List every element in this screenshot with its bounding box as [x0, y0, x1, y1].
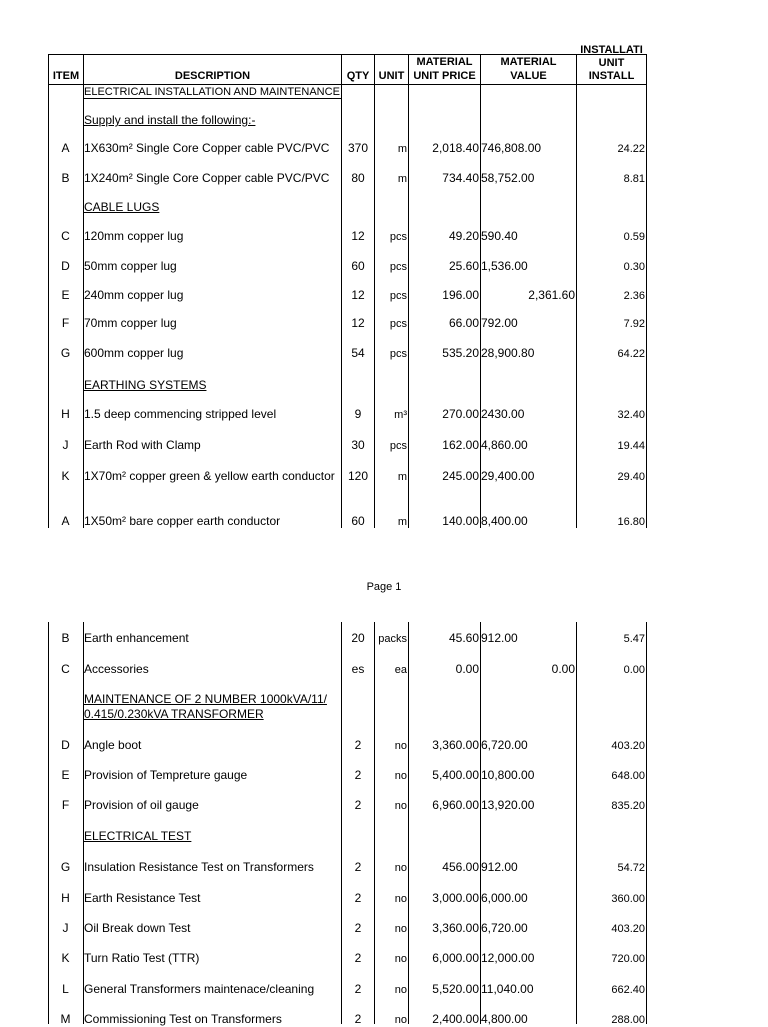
item-value: 4,800.00: [481, 1012, 528, 1026]
item-code: D: [61, 259, 70, 273]
item-value: 29,400.00: [481, 469, 535, 483]
item-value: 4,860.00: [481, 438, 528, 452]
item-qty: 30: [351, 438, 365, 452]
item-install: 16.80: [617, 516, 645, 528]
item-install: 720.00: [611, 953, 645, 965]
item-unit: no: [394, 984, 407, 996]
item-description: 1X630m² Single Core Copper cable PVC/PVC: [84, 141, 330, 155]
item-install: 19.44: [617, 440, 645, 452]
item-value: 11,040.00: [481, 982, 534, 996]
item-unit-price: 535.20: [442, 346, 479, 360]
item-install: 24.22: [617, 143, 645, 155]
item-unit: no: [394, 923, 407, 935]
item-value: 912.00: [481, 860, 518, 874]
item-qty: 2: [354, 951, 362, 965]
item-description: 240mm copper lug: [84, 288, 184, 302]
item-value: 8,400.00: [481, 514, 528, 528]
item-qty: 2: [354, 982, 362, 996]
item-code: C: [61, 229, 70, 243]
header-install-1: INSTALLATI: [580, 44, 643, 56]
item-unit: pcs: [389, 261, 407, 273]
header-install-3: INSTALL: [588, 70, 635, 82]
item-description: 120mm copper lug: [84, 229, 184, 243]
item-description: 70mm copper lug: [84, 316, 177, 330]
item-unit: no: [394, 800, 407, 812]
header-material-value-1: MATERIAL: [500, 56, 557, 68]
item-code: E: [61, 768, 70, 782]
item-install: 403.20: [611, 923, 645, 935]
item-qty: 20: [351, 631, 365, 645]
item-unit: no: [394, 953, 407, 965]
item-description: Provision of oil gauge: [84, 798, 199, 812]
item-description: 1X70m² copper green & yellow earth conductor: [84, 469, 335, 483]
page-number: Page 1: [366, 581, 402, 593]
item-description: 50mm copper lug: [84, 259, 177, 273]
item-qty: 2: [354, 798, 362, 812]
item-value: 6,000.00: [481, 891, 528, 905]
item-unit-price: 245.00: [442, 469, 479, 483]
item-code: J: [62, 438, 69, 452]
section-title: ELECTRICAL INSTALLATION AND MAINTENANCE: [84, 86, 340, 98]
item-qty: 54: [351, 346, 365, 360]
item-description: 1.5 deep commencing stripped level: [84, 407, 277, 421]
item-code: E: [61, 288, 70, 302]
item-code: B: [61, 171, 70, 185]
item-unit-price: 6,000.00: [432, 951, 479, 965]
item-install: 288.00: [611, 1014, 645, 1026]
item-unit: m: [397, 143, 407, 155]
section-heading: EARTHING SYSTEMS: [84, 378, 207, 392]
item-qty: 2: [354, 768, 362, 782]
item-unit: no: [394, 862, 407, 874]
item-qty: 12: [351, 316, 365, 330]
item-install: 7.92: [623, 318, 645, 330]
item-unit: m: [397, 173, 407, 185]
item-unit: no: [394, 893, 407, 905]
col-line: [341, 54, 342, 528]
item-value: 746,808.00: [481, 141, 542, 155]
item-value: 13,920.00: [481, 798, 535, 812]
col-line: [408, 622, 409, 1024]
item-unit: m: [397, 471, 407, 483]
header-description: DESCRIPTION: [174, 70, 251, 82]
header-item: ITEM: [52, 70, 80, 82]
item-install: 32.40: [617, 409, 645, 421]
item-unit-price: 5,520.00: [432, 982, 479, 996]
item-unit-price: 2,018.40: [432, 141, 479, 155]
header-material-unit-price-2: UNIT PRICE: [413, 70, 476, 82]
item-qty: 12: [351, 229, 365, 243]
item-value: 1,536.00: [481, 259, 528, 273]
item-value: 792.00: [481, 316, 518, 330]
item-qty: 80: [351, 171, 365, 185]
table-top-border: [48, 54, 646, 55]
item-unit: packs: [378, 633, 407, 645]
item-code: F: [61, 316, 70, 330]
item-unit-price: 140.00: [442, 514, 479, 528]
item-qty: 60: [351, 514, 365, 528]
item-description: General Transformers maintenace/cleaning: [84, 982, 315, 996]
section-heading: 0.415/0.230kVA TRANSFORMER: [84, 707, 264, 721]
item-code: J: [62, 921, 69, 935]
item-install: 5.47: [623, 633, 645, 645]
item-unit: no: [394, 770, 407, 782]
item-qty: 2: [354, 1012, 362, 1026]
item-qty: 60: [351, 259, 365, 273]
item-code: G: [60, 860, 71, 874]
item-description: Angle boot: [84, 738, 142, 752]
item-code: M: [60, 1012, 71, 1026]
item-unit: pcs: [389, 440, 407, 452]
item-code: L: [62, 982, 69, 996]
col-line: [576, 622, 577, 1024]
item-qty: 370: [347, 141, 369, 155]
item-install: 403.20: [611, 740, 645, 752]
item-value: 912.00: [481, 631, 518, 645]
col-line: [576, 54, 577, 528]
col-line: [646, 622, 647, 1024]
item-code: D: [61, 738, 70, 752]
item-unit-price: 5,400.00: [432, 768, 479, 782]
item-install: 662.40: [611, 984, 645, 996]
item-value: 6,720.00: [481, 738, 528, 752]
item-description: 1X240m² Single Core Copper cable PVC/PVC: [84, 171, 330, 185]
item-qty: 120: [347, 469, 369, 483]
section-heading: ELECTRICAL TEST: [84, 829, 192, 843]
item-install: 648.00: [611, 770, 645, 782]
item-value: 10,800.00: [481, 768, 535, 782]
item-code: C: [61, 662, 70, 676]
item-unit-price: 270.00: [442, 407, 479, 421]
item-unit-price: 6,960.00: [432, 798, 479, 812]
item-unit: pcs: [389, 318, 407, 330]
item-code: A: [61, 514, 70, 528]
item-install: 360.00: [611, 893, 645, 905]
item-code: F: [61, 798, 70, 812]
item-description: Earth Resistance Test: [84, 891, 201, 905]
item-value: 28,900.80: [481, 346, 535, 360]
item-unit-price: 2,400.00: [432, 1012, 479, 1026]
col-line: [646, 54, 647, 528]
item-description: Turn Ratio Test (TTR): [84, 951, 200, 965]
item-install: 29.40: [617, 471, 645, 483]
item-qty: 2: [354, 921, 362, 935]
item-install: 0.59: [623, 231, 645, 243]
item-description: Oil Break down Test: [84, 921, 191, 935]
item-unit: no: [394, 1014, 407, 1026]
item-qty: 2: [354, 891, 362, 905]
item-unit: pcs: [389, 348, 407, 360]
item-value: 590.40: [481, 229, 518, 243]
item-description: Provision of Tempreture gauge: [84, 768, 248, 782]
item-unit-price: 49.20: [448, 229, 479, 243]
item-install: 8.81: [623, 173, 645, 185]
item-install: 0.30: [623, 261, 645, 273]
col-line: [341, 622, 342, 1024]
item-install: 54.72: [617, 862, 645, 874]
item-unit-price: 3,360.00: [432, 921, 479, 935]
header-material-value-2: VALUE: [510, 70, 547, 82]
item-unit: no: [394, 740, 407, 752]
item-code: K: [61, 951, 70, 965]
item-code: H: [61, 407, 70, 421]
item-value: 12,000.00: [481, 951, 535, 965]
header-material-unit-price-1: MATERIAL: [416, 56, 473, 68]
item-unit-price: 0.00: [455, 662, 479, 676]
item-code: H: [61, 891, 70, 905]
item-unit-price: 25.60: [448, 259, 479, 273]
item-unit-price: 162.00: [442, 438, 479, 452]
item-unit-price: 45.60: [448, 631, 479, 645]
item-qty: 12: [351, 288, 365, 302]
item-unit: m³: [394, 409, 407, 421]
item-qty: 2: [354, 860, 362, 874]
item-install: 0.00: [623, 664, 645, 676]
item-unit-price: 196.00: [442, 288, 479, 302]
item-code: G: [60, 346, 71, 360]
item-code: K: [61, 469, 70, 483]
item-unit: ea: [394, 664, 407, 676]
item-unit: m: [397, 516, 407, 528]
item-qty: 2: [354, 738, 362, 752]
item-unit-price: 3,000.00: [432, 891, 479, 905]
header-install-2: UNIT: [598, 57, 625, 69]
section-heading: CABLE LUGS: [84, 200, 160, 214]
item-value: 58,752.00: [481, 171, 535, 185]
item-install: 2.36: [623, 290, 645, 302]
item-description: 600mm copper lug: [84, 346, 184, 360]
header-unit: UNIT: [378, 70, 405, 82]
item-unit-price: 456.00: [442, 860, 479, 874]
supply-heading: Supply and install the following:-: [84, 113, 256, 127]
item-code: B: [61, 631, 70, 645]
item-description: Earth enhancement: [84, 631, 189, 645]
item-description: Insulation Resistance Test on Transformers: [84, 860, 314, 874]
item-unit: pcs: [389, 290, 407, 302]
item-install: 835.20: [611, 800, 645, 812]
item-description: Accessories: [84, 662, 149, 676]
item-value: 2430.00: [481, 407, 525, 421]
item-value: 0.00: [551, 662, 575, 676]
item-qty: 9: [354, 407, 362, 421]
item-unit: pcs: [389, 231, 407, 243]
item-install: 64.22: [617, 348, 645, 360]
col-line: [408, 54, 409, 528]
item-value: 2,361.60: [528, 288, 575, 302]
item-unit-price: 734.40: [442, 171, 479, 185]
item-unit-price: 3,360.00: [432, 738, 479, 752]
header-qty: QTY: [346, 70, 370, 82]
section-heading: MAINTENANCE OF 2 NUMBER 1000kVA/11/: [84, 692, 327, 706]
item-value: 6,720.00: [481, 921, 528, 935]
item-code: A: [61, 141, 70, 155]
item-qty: es: [351, 662, 365, 676]
item-description: 1X50m² bare copper earth conductor: [84, 514, 281, 528]
item-description: Earth Rod with Clamp: [84, 438, 201, 452]
item-unit-price: 66.00: [448, 316, 479, 330]
item-description: Commissioning Test on Transformers: [84, 1012, 282, 1026]
